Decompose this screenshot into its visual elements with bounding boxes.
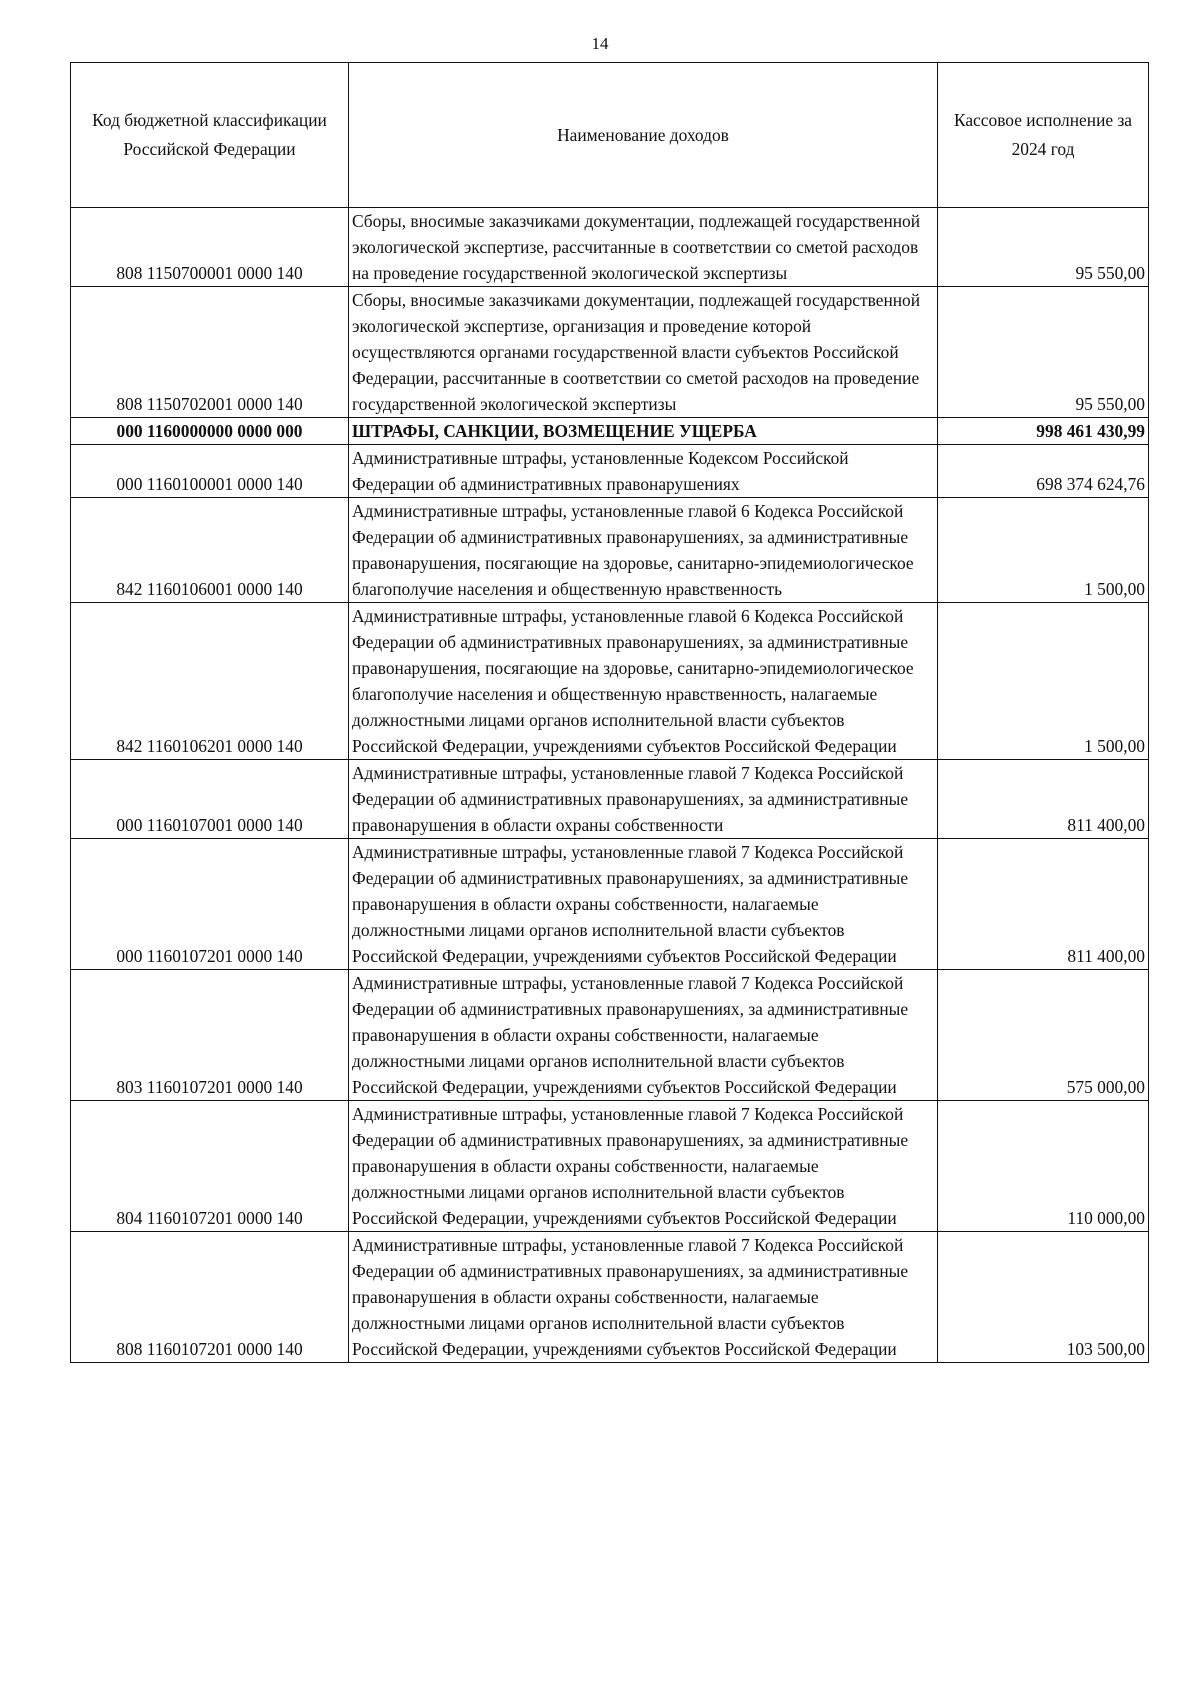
revenue-name-cell: Административные штрафы, установленные главой 7 Кодекса Российской Федерации об административных правонарушениях, за административные правонарушения в области охраны собственности <box>349 760 938 839</box>
revenue-name-cell: Административные штрафы, установленные главой 7 Кодекса Российской Федерации об административных правонарушениях, за административные правонарушения в области охраны собственности, налагаемые должностными лицами органов исполнительной власти субъектов Российской Федерации, учреждениями субъектов Российской Федерации <box>349 1232 938 1363</box>
table-row <box>71 839 1149 970</box>
revenue-name-cell: Административные штрафы, установленные Кодексом Российской Федерации об административных правонарушениях <box>349 445 938 498</box>
amount-cell: 811 400,00 <box>938 760 1149 839</box>
revenue-table <box>70 62 1149 1363</box>
budget-code-cell: 000 1160100001 0000 140 <box>71 445 349 498</box>
revenue-name-cell: Административные штрафы, установленные главой 6 Кодекса Российской Федерации об административных правонарушениях, за административные правонарушения, посягающие на здоровье, санитарно-эпидемиологическое благополучие населения и общественную нравственность, налагаемые должностными лицами органов исполнительной власти субъектов Российской Федерации, учреждениями субъектов Российской Федерации <box>349 603 938 760</box>
table-row <box>71 603 1149 760</box>
revenue-name-cell: Сборы, вносимые заказчиками документации, подлежащей государственной экологической экспертизе, организация и проведение которой осуществляются органами государственной власти субъектов Российской Федерации, рассчитанные в соответствии со сметой расходов на проведение государственной экологической экспертизы <box>349 287 938 418</box>
revenue-name-cell: Административные штрафы, установленные главой 7 Кодекса Российской Федерации об административных правонарушениях, за административные правонарушения в области охраны собственности, налагаемые должностными лицами органов исполнительной власти субъектов Российской Федерации, учреждениями субъектов Российской Федерации <box>349 839 938 970</box>
budget-code-cell: 000 1160107201 0000 140 <box>71 839 349 970</box>
table-row <box>71 208 1149 287</box>
amount-cell: 1 500,00 <box>938 603 1149 760</box>
revenue-name-cell: ШТРАФЫ, САНКЦИИ, ВОЗМЕЩЕНИЕ УЩЕРБА <box>349 418 938 445</box>
header-code: Код бюджетной классификации Российской Федерации <box>71 63 349 208</box>
budget-code-cell: 808 1150700001 0000 140 <box>71 208 349 287</box>
amount-cell: 110 000,00 <box>938 1101 1149 1232</box>
amount-cell: 1 500,00 <box>938 498 1149 603</box>
table-row <box>71 970 1149 1101</box>
budget-code-cell: 808 1160107201 0000 140 <box>71 1232 349 1363</box>
revenue-name-cell: Административные штрафы, установленные главой 7 Кодекса Российской Федерации об административных правонарушениях, за административные правонарушения в области охраны собственности, налагаемые должностными лицами органов исполнительной власти субъектов Российской Федерации, учреждениями субъектов Российской Федерации <box>349 1101 938 1232</box>
table-body <box>71 208 1149 1363</box>
budget-code-cell: 842 1160106001 0000 140 <box>71 498 349 603</box>
table-header <box>71 63 1149 208</box>
header-name: Наименование доходов <box>349 63 938 208</box>
table-row <box>71 1232 1149 1363</box>
budget-code-cell: 000 1160107001 0000 140 <box>71 760 349 839</box>
amount-cell: 575 000,00 <box>938 970 1149 1101</box>
amount-cell: 811 400,00 <box>938 839 1149 970</box>
table-row <box>71 418 1149 445</box>
amount-cell: 698 374 624,76 <box>938 445 1149 498</box>
revenue-name-cell: Административные штрафы, установленные главой 7 Кодекса Российской Федерации об административных правонарушениях, за административные правонарушения в области охраны собственности, налагаемые должностными лицами органов исполнительной власти субъектов Российской Федерации, учреждениями субъектов Российской Федерации <box>349 970 938 1101</box>
revenue-name-cell: Сборы, вносимые заказчиками документации, подлежащей государственной экологической экспертизе, рассчитанные в соответствии со сметой расходов на проведение государственной экологической экспертизы <box>349 208 938 287</box>
budget-code-cell: 804 1160107201 0000 140 <box>71 1101 349 1232</box>
header-row <box>71 63 1149 208</box>
amount-cell: 998 461 430,99 <box>938 418 1149 445</box>
header-amount: Кассовое исполнение за 2024 год <box>938 63 1149 208</box>
revenue-name-cell: Административные штрафы, установленные главой 6 Кодекса Российской Федерации об административных правонарушениях, за административные правонарушения, посягающие на здоровье, санитарно-эпидемиологическое благополучие населения и общественную нравственность <box>349 498 938 603</box>
table-row <box>71 1101 1149 1232</box>
table-row <box>71 498 1149 603</box>
budget-code-cell: 000 1160000000 0000 000 <box>71 418 349 445</box>
budget-code-cell: 808 1150702001 0000 140 <box>71 287 349 418</box>
table-row <box>71 445 1149 498</box>
budget-code-cell: 842 1160106201 0000 140 <box>71 603 349 760</box>
amount-cell: 95 550,00 <box>938 208 1149 287</box>
budget-code-cell: 803 1160107201 0000 140 <box>71 970 349 1101</box>
table-row <box>71 287 1149 418</box>
page-number: 14 <box>591 34 609 53</box>
amount-cell: 103 500,00 <box>938 1232 1149 1363</box>
amount-cell: 95 550,00 <box>938 287 1149 418</box>
table-row <box>71 760 1149 839</box>
